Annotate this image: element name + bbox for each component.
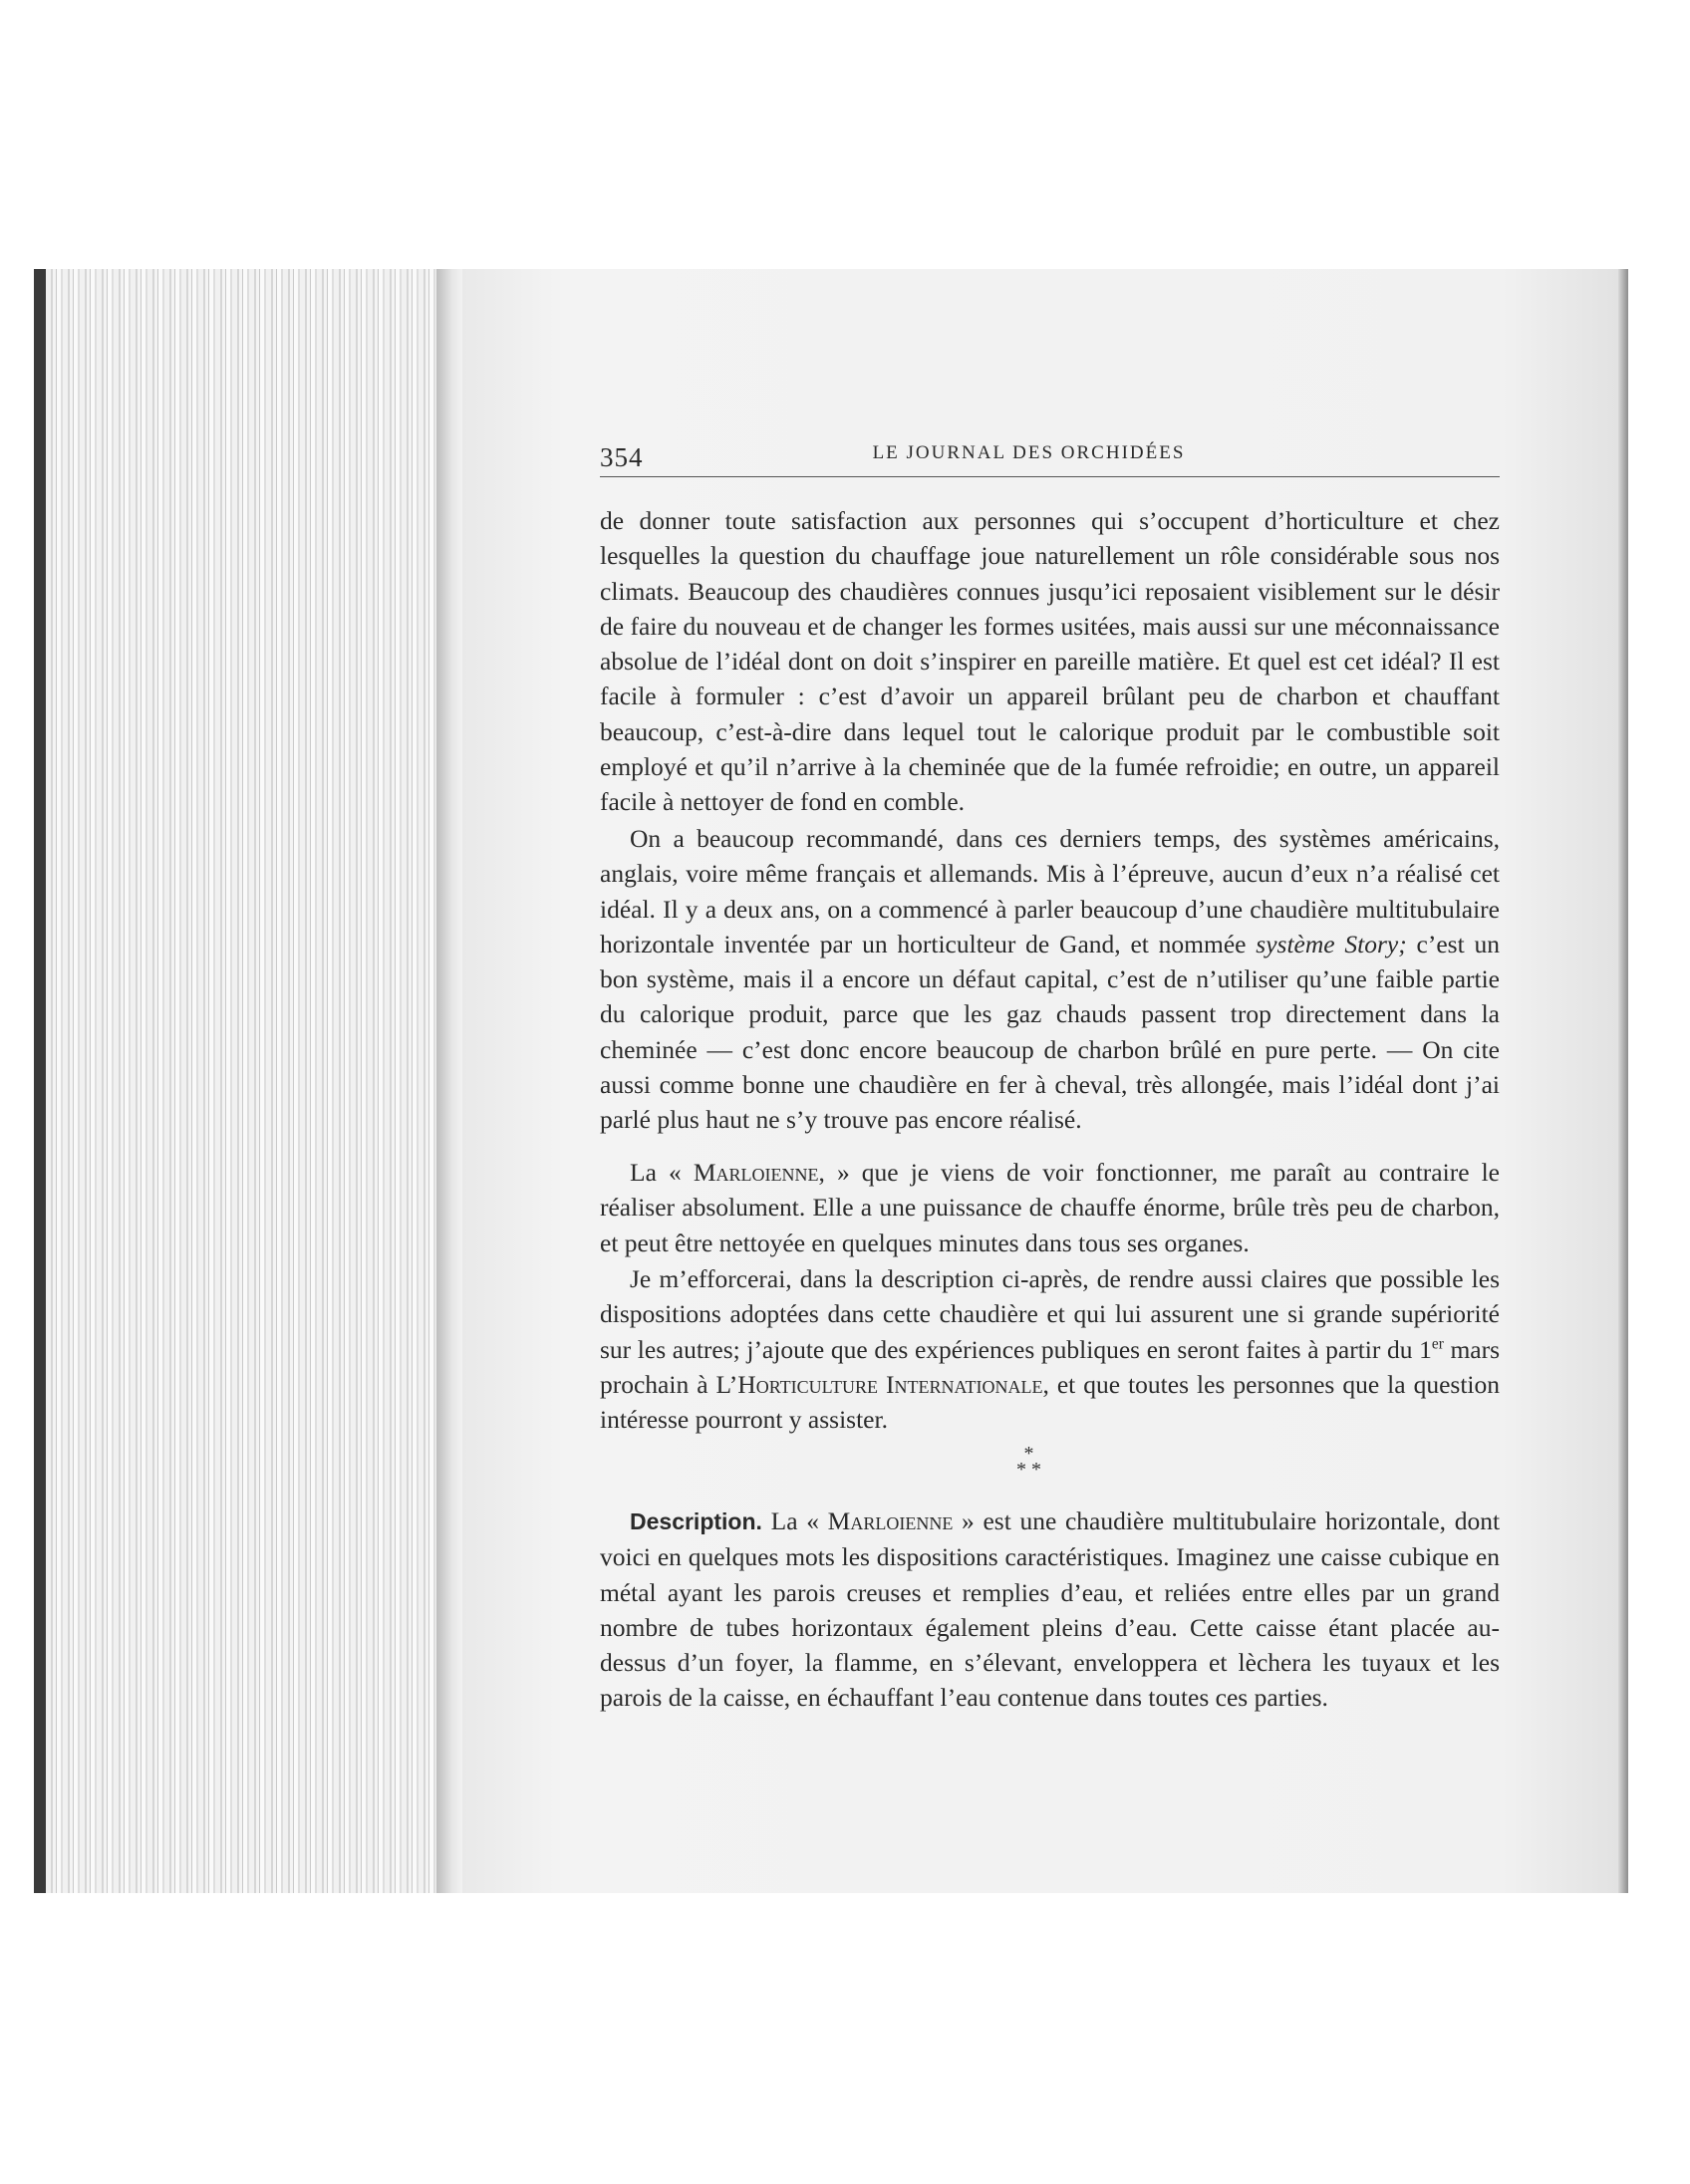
paragraph-5-text-a: La « bbox=[770, 1506, 819, 1535]
paragraph-4-text-b: mars prochain à L’ bbox=[600, 1334, 1501, 1399]
ordinal-suffix: er bbox=[1431, 1335, 1444, 1353]
header-rule bbox=[600, 476, 1500, 477]
paragraph-3-text-b: » que je viens de voir fonctionner, me paraît au contraire le réaliser absolument. Elle a une puissance de chauffe énorme, brûle très peu de charbon, et peut être nettoyée en quelques minutes dans tous ses organes. bbox=[600, 1158, 1500, 1257]
spine-shadow bbox=[436, 269, 462, 1893]
paragraph-1: de donner toute satisfaction aux personnes qui s’occupent d’horticulture et chez lesquelles la question du chauffage joue naturellement un rôle considérable sous nos climats. Beaucoup des chaudières connues jusqu’ici reposaient visiblement sur le désir de faire du nouveau et de changer les formes usitées, mais aussi sur une méconnaissance absolue de l’idéal dont on doit s’inspirer en pareille matière. Et quel est cet idéal? Il est facile à formuler : c’est d’avoir un appareil brûlant peu de charbon et chauffant beaucoup, c’est-à-dire dans lequel tout le calorique produit par le combustible soit employé et qu’il n’arrive à la cheminée que de la fumée refroidie; en outre, un appareil facile à nettoyer de fond en comble. bbox=[600, 506, 1500, 817]
journal-title: LE JOURNAL DES ORCHIDÉES bbox=[872, 442, 1186, 463]
paragraph-4-ordinal bbox=[1419, 1335, 1444, 1364]
description-run-in-heading: Description. bbox=[630, 1508, 762, 1534]
paragraph-5-smallcaps: Marloienne bbox=[827, 1506, 954, 1535]
paragraph-2 bbox=[600, 821, 1500, 1138]
paragraph-4-smallcaps: Horticulture Internationale, bbox=[737, 1369, 1049, 1399]
paragraph-4-text-a: Je m’efforcerai, dans la description ci-après, de rendre aussi claires que possible les dispositions adoptées dans cette chaudière et qui lui assurent une si grande supériorité sur les autres; j’ajoute que des expériences publiques en seront faites à partir du bbox=[600, 1264, 1500, 1364]
asterism-separator bbox=[558, 1443, 1500, 1481]
paragraph-4 bbox=[600, 1261, 1500, 1437]
asterism-top: * bbox=[1023, 1443, 1034, 1465]
paragraph-2-text-b: c’est un bon système, mais il a encore un défaut capital, c’est de n’utiliser qu’une faible partie du calorique produit, parce que les gaz chauds passent trop directement dans la cheminée — c’est donc encore beaucoup de charbon brûlé en pure perte. — On cite aussi comme bonne une chaudière en fer à cheval, très allongée, mais l’idéal dont j’ai parlé plus haut ne s’y trouve pas encore réalisé. bbox=[600, 929, 1500, 1135]
page-number: 354 bbox=[600, 442, 644, 472]
paragraph-5-text-b: » est une chaudière multitubulaire horizontale, dont voici en quelques mots les dispositions caractéristiques. Imaginez une caisse cubique en métal ayant les parois creuses et remplies d’eau, et reliées entre elles par un grand nombre de tubes horizontaux également pleins d’eau. Cette caisse étant placée au-dessus d’un foyer, la flamme, en s’élevant, enveloppera et lèchera les tuyaux et les parois de la caisse, en échauffant l’eau contenue dans toutes ces parties. bbox=[600, 1506, 1501, 1713]
paragraph-3-smallcaps: Marloienne, bbox=[693, 1158, 825, 1187]
page-edges bbox=[34, 269, 462, 1893]
ordinal-number: 1 bbox=[1419, 1334, 1432, 1364]
right-page-edge bbox=[1618, 269, 1628, 1893]
paragraph-3-text-a: La « bbox=[630, 1158, 682, 1187]
paragraph-2-italic: système Story; bbox=[1256, 929, 1407, 958]
paragraph-3 bbox=[600, 1155, 1500, 1260]
asterism-bottom: * * bbox=[1016, 1459, 1041, 1481]
paragraph-4-text-c: et que toutes les personnes que la question intéresse pourront y assister. bbox=[600, 1369, 1500, 1435]
paragraph-5 bbox=[600, 1503, 1500, 1716]
paragraph-2-text-a: On a beaucoup recommandé, dans ces derniers temps, des systèmes américains, anglais, voire même français et allemands. Mis à l’épreuve, aucun d’eux n’a réalisé cet idéal. Il y a deux ans, on a commencé à parler beaucoup d’une chaudière multitubulaire horizontale inventée par un horticulteur de Gand, et nommée bbox=[600, 824, 1500, 958]
running-head bbox=[558, 438, 1500, 474]
